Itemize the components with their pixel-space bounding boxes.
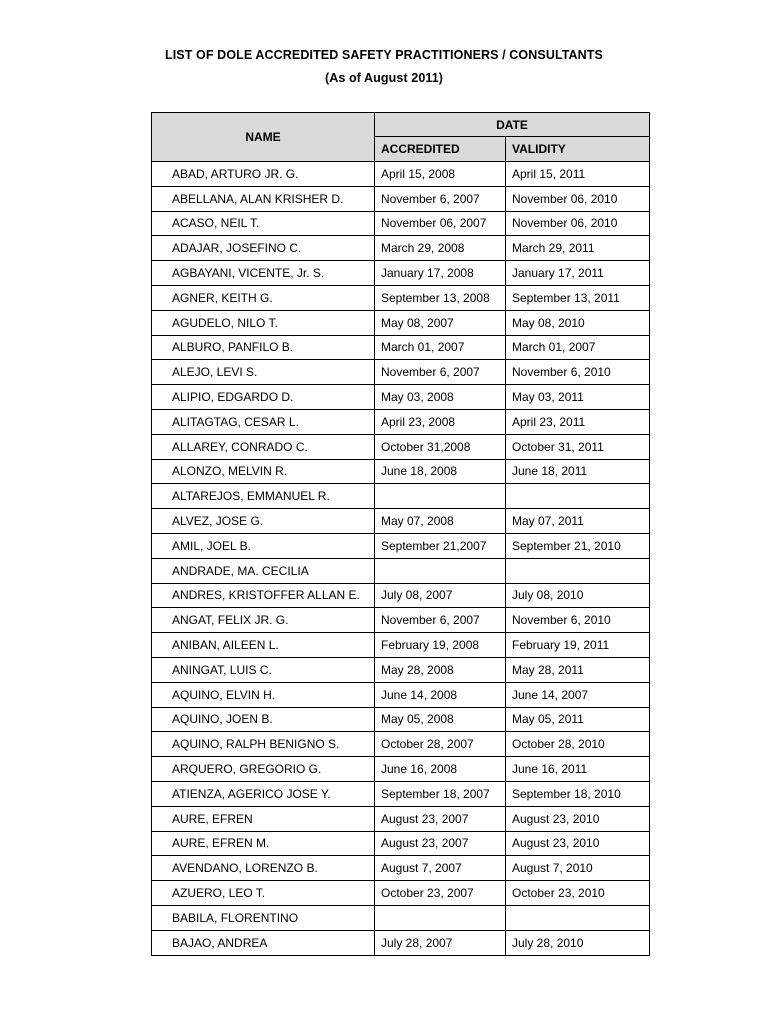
accredited-date-cell: November 06, 2007 bbox=[375, 211, 506, 236]
accredited-date-cell: June 14, 2008 bbox=[375, 682, 506, 707]
name-cell: AQUINO, ELVIN H. bbox=[152, 682, 375, 707]
validity-date-cell: November 06, 2010 bbox=[506, 186, 650, 211]
validity-date-cell: June 16, 2011 bbox=[506, 757, 650, 782]
name-cell: AURE, EFREN bbox=[152, 806, 375, 831]
accredited-date-cell: May 07, 2008 bbox=[375, 509, 506, 534]
validity-date-cell: May 03, 2011 bbox=[506, 385, 650, 410]
validity-date-cell: May 07, 2011 bbox=[506, 509, 650, 534]
accredited-date-cell: August 23, 2007 bbox=[375, 831, 506, 856]
table-row bbox=[152, 682, 650, 707]
validity-date-cell: October 23, 2010 bbox=[506, 881, 650, 906]
validity-date-cell: June 18, 2011 bbox=[506, 459, 650, 484]
accredited-date-cell: September 13, 2008 bbox=[375, 285, 506, 310]
accredited-date-cell: June 16, 2008 bbox=[375, 757, 506, 782]
table-row bbox=[152, 310, 650, 335]
name-cell: AVENDANO, LORENZO B. bbox=[152, 856, 375, 881]
name-cell: AZUERO, LEO T. bbox=[152, 881, 375, 906]
name-cell: ALONZO, MELVIN R. bbox=[152, 459, 375, 484]
name-cell: AURE, EFREN M. bbox=[152, 831, 375, 856]
accredited-date-cell: October 23, 2007 bbox=[375, 881, 506, 906]
name-cell: ANINGAT, LUIS C. bbox=[152, 657, 375, 682]
name-cell: ALLAREY, CONRADO C. bbox=[152, 434, 375, 459]
validity-date-cell: July 28, 2010 bbox=[506, 930, 650, 955]
name-cell: ABELLANA, ALAN KRISHER D. bbox=[152, 186, 375, 211]
name-cell: ATIENZA, AGERICO JOSE Y. bbox=[152, 781, 375, 806]
accredited-date-cell: August 7, 2007 bbox=[375, 856, 506, 881]
name-cell: AGUDELO, NILO T. bbox=[152, 310, 375, 335]
validity-date-cell: January 17, 2011 bbox=[506, 261, 650, 286]
name-cell: AGNER, KEITH G. bbox=[152, 285, 375, 310]
table-row bbox=[152, 360, 650, 385]
name-cell: AQUINO, RALPH BENIGNO S. bbox=[152, 732, 375, 757]
validity-date-cell: September 18, 2010 bbox=[506, 781, 650, 806]
accredited-date-cell bbox=[375, 905, 506, 930]
name-cell: ALVEZ, JOSE G. bbox=[152, 509, 375, 534]
accredited-date-cell: April 23, 2008 bbox=[375, 409, 506, 434]
table-row bbox=[152, 831, 650, 856]
table-row bbox=[152, 657, 650, 682]
date-column-header: DATE bbox=[375, 113, 650, 137]
table-row bbox=[152, 162, 650, 187]
validity-date-cell: October 31, 2011 bbox=[506, 434, 650, 459]
table-row bbox=[152, 459, 650, 484]
accredited-column-header: ACCREDITED bbox=[375, 137, 506, 162]
accredited-date-cell: March 29, 2008 bbox=[375, 236, 506, 261]
table-row bbox=[152, 335, 650, 360]
table-row bbox=[152, 261, 650, 286]
validity-date-cell: August 23, 2010 bbox=[506, 806, 650, 831]
validity-date-cell: September 21, 2010 bbox=[506, 533, 650, 558]
accredited-date-cell: October 28, 2007 bbox=[375, 732, 506, 757]
validity-date-cell: August 7, 2010 bbox=[506, 856, 650, 881]
table-row bbox=[152, 781, 650, 806]
validity-date-cell: June 14, 2007 bbox=[506, 682, 650, 707]
validity-date-cell: August 23, 2010 bbox=[506, 831, 650, 856]
accredited-date-cell: September 18, 2007 bbox=[375, 781, 506, 806]
accredited-date-cell: June 18, 2008 bbox=[375, 459, 506, 484]
name-cell: AQUINO, JOEN B. bbox=[152, 707, 375, 732]
name-cell: BAJAO, ANDREA bbox=[152, 930, 375, 955]
validity-date-cell: November 6, 2010 bbox=[506, 608, 650, 633]
validity-date-cell: May 28, 2011 bbox=[506, 657, 650, 682]
document-subtitle: (As of August 2011) bbox=[324, 71, 444, 85]
name-column-header: NAME bbox=[152, 113, 375, 162]
table-row bbox=[152, 905, 650, 930]
name-cell: ALBURO, PANFILO B. bbox=[152, 335, 375, 360]
accredited-date-cell: April 15, 2008 bbox=[375, 162, 506, 187]
accredited-date-cell: August 23, 2007 bbox=[375, 806, 506, 831]
table-row bbox=[152, 533, 650, 558]
name-cell: ALTAREJOS, EMMANUEL R. bbox=[152, 484, 375, 509]
table-row bbox=[152, 186, 650, 211]
table-row bbox=[152, 409, 650, 434]
name-cell: ADAJAR, JOSEFINO C. bbox=[152, 236, 375, 261]
table-row bbox=[152, 583, 650, 608]
validity-date-cell bbox=[506, 484, 650, 509]
name-cell: ALITAGTAG, CESAR L. bbox=[152, 409, 375, 434]
validity-date-cell: November 6, 2010 bbox=[506, 360, 650, 385]
name-cell: BABILA, FLORENTINO bbox=[152, 905, 375, 930]
validity-date-cell: March 29, 2011 bbox=[506, 236, 650, 261]
accredited-date-cell: May 05, 2008 bbox=[375, 707, 506, 732]
name-cell: ALEJO, LEVI S. bbox=[152, 360, 375, 385]
table-row bbox=[152, 236, 650, 261]
validity-date-cell: May 05, 2011 bbox=[506, 707, 650, 732]
table-row bbox=[152, 633, 650, 658]
validity-date-cell bbox=[506, 905, 650, 930]
validity-date-cell: November 06, 2010 bbox=[506, 211, 650, 236]
name-cell: ABAD, ARTURO JR. G. bbox=[152, 162, 375, 187]
practitioners-table bbox=[151, 112, 650, 956]
name-cell: ALIPIO, EDGARDO D. bbox=[152, 385, 375, 410]
table-row bbox=[152, 757, 650, 782]
name-cell: ANIBAN, AILEEN L. bbox=[152, 633, 375, 658]
name-cell: ANDRADE, MA. CECILIA bbox=[152, 558, 375, 583]
accredited-date-cell bbox=[375, 558, 506, 583]
validity-date-cell: February 19, 2011 bbox=[506, 633, 650, 658]
validity-date-cell: April 15, 2011 bbox=[506, 162, 650, 187]
table-row bbox=[152, 484, 650, 509]
table-row bbox=[152, 558, 650, 583]
table-row bbox=[152, 732, 650, 757]
table-row bbox=[152, 930, 650, 955]
accredited-date-cell: March 01, 2007 bbox=[375, 335, 506, 360]
accredited-date-cell: May 03, 2008 bbox=[375, 385, 506, 410]
validity-date-cell: April 23, 2011 bbox=[506, 409, 650, 434]
table-row bbox=[152, 285, 650, 310]
validity-date-cell: September 13, 2011 bbox=[506, 285, 650, 310]
accredited-date-cell: May 28, 2008 bbox=[375, 657, 506, 682]
accredited-date-cell: February 19, 2008 bbox=[375, 633, 506, 658]
accredited-date-cell: November 6, 2007 bbox=[375, 608, 506, 633]
table-row bbox=[152, 385, 650, 410]
name-cell: ARQUERO, GREGORIO G. bbox=[152, 757, 375, 782]
table-header bbox=[152, 113, 650, 162]
accredited-date-cell: May 08, 2007 bbox=[375, 310, 506, 335]
accredited-date-cell: September 21,2007 bbox=[375, 533, 506, 558]
accredited-date-cell: November 6, 2007 bbox=[375, 186, 506, 211]
accredited-date-cell bbox=[375, 484, 506, 509]
name-cell: ANGAT, FELIX JR. G. bbox=[152, 608, 375, 633]
validity-date-cell: July 08, 2010 bbox=[506, 583, 650, 608]
accredited-date-cell: July 28, 2007 bbox=[375, 930, 506, 955]
name-cell: AGBAYANI, VICENTE, Jr. S. bbox=[152, 261, 375, 286]
accredited-date-cell: July 08, 2007 bbox=[375, 583, 506, 608]
validity-date-cell: October 28, 2010 bbox=[506, 732, 650, 757]
table-row bbox=[152, 509, 650, 534]
table-body bbox=[152, 162, 650, 956]
validity-date-cell: March 01, 2007 bbox=[506, 335, 650, 360]
table-row bbox=[152, 856, 650, 881]
validity-date-cell bbox=[506, 558, 650, 583]
name-cell: ANDRES, KRISTOFFER ALLAN E. bbox=[152, 583, 375, 608]
accredited-date-cell: October 31,2008 bbox=[375, 434, 506, 459]
name-cell: AMIL, JOEL B. bbox=[152, 533, 375, 558]
table-row bbox=[152, 608, 650, 633]
table-row bbox=[152, 707, 650, 732]
table-row bbox=[152, 881, 650, 906]
validity-column-header: VALIDITY bbox=[506, 137, 650, 162]
table-row bbox=[152, 806, 650, 831]
table-row bbox=[152, 211, 650, 236]
document-title: LIST OF DOLE ACCREDITED SAFETY PRACTITIONERS / CONSULTANTS bbox=[165, 48, 603, 62]
accredited-date-cell: November 6, 2007 bbox=[375, 360, 506, 385]
table-row bbox=[152, 434, 650, 459]
accredited-date-cell: January 17, 2008 bbox=[375, 261, 506, 286]
name-cell: ACASO, NEIL T. bbox=[152, 211, 375, 236]
validity-date-cell: May 08, 2010 bbox=[506, 310, 650, 335]
